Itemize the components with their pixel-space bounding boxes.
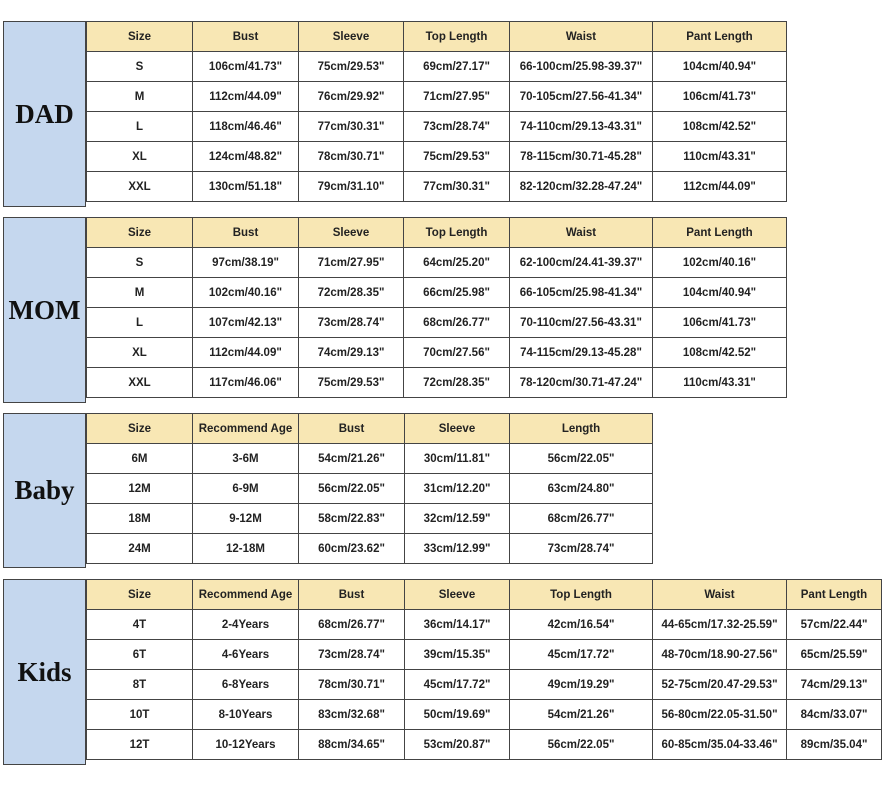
kids-table-cell: 68cm/26.77" (299, 610, 405, 640)
kids-table-cell: 88cm/34.65" (299, 730, 405, 760)
mom-header-cell: Pant Length (653, 218, 787, 248)
mom-table-cell: 75cm/29.53" (299, 368, 404, 398)
dad-table-cell: 106cm/41.73" (653, 82, 787, 112)
mom-table-cell: 74cm/29.13" (299, 338, 404, 368)
baby-table-cell: 60cm/23.62" (299, 534, 405, 564)
kids-table-row (87, 730, 882, 760)
dad-table-cell: 77cm/30.31" (299, 112, 404, 142)
dad-table-cell: L (87, 112, 193, 142)
dad-table-cell: 108cm/42.52" (653, 112, 787, 142)
dad-table-cell: M (87, 82, 193, 112)
kids-table-cell: 49cm/19.29" (510, 670, 653, 700)
mom-section (3, 217, 786, 403)
mom-table-cell: 102cm/40.16" (193, 278, 299, 308)
mom-table-row (87, 248, 787, 278)
kids-table-cell: 10-12Years (193, 730, 299, 760)
mom-header-cell: Waist (510, 218, 653, 248)
baby-table-row (87, 504, 653, 534)
kids-header-cell: Size (87, 580, 193, 610)
baby-label: Baby (3, 413, 86, 568)
baby-header-cell: Size (87, 414, 193, 444)
kids-table-row (87, 700, 882, 730)
baby-table-cell: 24M (87, 534, 193, 564)
dad-header-cell: Bust (193, 22, 299, 52)
kids-table-row (87, 610, 882, 640)
mom-table-cell: 68cm/26.77" (404, 308, 510, 338)
kids-table-cell: 57cm/22.44" (787, 610, 882, 640)
mom-table-cell: 70-110cm/27.56-43.31" (510, 308, 653, 338)
kids-table-cell: 8-10Years (193, 700, 299, 730)
mom-table-cell: 110cm/43.31" (653, 368, 787, 398)
kids-table-cell: 52-75cm/20.47-29.53" (653, 670, 787, 700)
kids-table-cell: 6T (87, 640, 193, 670)
dad-table-cell: 112cm/44.09" (193, 82, 299, 112)
dad-table-cell: 75cm/29.53" (404, 142, 510, 172)
mom-table-cell: 97cm/38.19" (193, 248, 299, 278)
baby-header-cell: Length (510, 414, 653, 444)
dad-table-cell: 74-110cm/29.13-43.31" (510, 112, 653, 142)
kids-table-cell: 83cm/32.68" (299, 700, 405, 730)
mom-table-cell: 72cm/28.35" (299, 278, 404, 308)
dad-table-row (87, 142, 787, 172)
dad-table-cell: 106cm/41.73" (193, 52, 299, 82)
dad-table-cell: 70-105cm/27.56-41.34" (510, 82, 653, 112)
baby-table-cell: 30cm/11.81" (405, 444, 510, 474)
mom-table-cell: XXL (87, 368, 193, 398)
baby-table-cell: 3-6M (193, 444, 299, 474)
mom-table-cell: 112cm/44.09" (193, 338, 299, 368)
kids-table-cell: 8T (87, 670, 193, 700)
dad-table-cell: 71cm/27.95" (404, 82, 510, 112)
dad-table-cell: 78-115cm/30.71-45.28" (510, 142, 653, 172)
baby-table-cell: 33cm/12.99" (405, 534, 510, 564)
baby-table-cell: 18M (87, 504, 193, 534)
kids-table-cell: 4-6Years (193, 640, 299, 670)
kids-label: Kids (3, 579, 86, 765)
dad-header-cell: Top Length (404, 22, 510, 52)
mom-table-cell: 78-120cm/30.71-47.24" (510, 368, 653, 398)
kids-table-cell: 45cm/17.72" (510, 640, 653, 670)
mom-table-cell: 73cm/28.74" (299, 308, 404, 338)
kids-size-table (86, 579, 882, 760)
mom-table-cell: 70cm/27.56" (404, 338, 510, 368)
baby-table-cell: 32cm/12.59" (405, 504, 510, 534)
baby-section (3, 413, 652, 568)
mom-label: MOM (3, 217, 86, 403)
dad-table-cell: 110cm/43.31" (653, 142, 787, 172)
dad-table-row (87, 52, 787, 82)
baby-table-cell: 54cm/21.26" (299, 444, 405, 474)
kids-table-cell: 89cm/35.04" (787, 730, 882, 760)
dad-table-cell: 75cm/29.53" (299, 52, 404, 82)
mom-table-cell: M (87, 278, 193, 308)
dad-header-cell: Pant Length (653, 22, 787, 52)
dad-table-cell: 130cm/51.18" (193, 172, 299, 202)
mom-table-row (87, 338, 787, 368)
kids-table-cell: 53cm/20.87" (405, 730, 510, 760)
kids-table-cell: 73cm/28.74" (299, 640, 405, 670)
mom-table-cell: 64cm/25.20" (404, 248, 510, 278)
kids-table-cell: 44-65cm/17.32-25.59" (653, 610, 787, 640)
mom-header-cell: Bust (193, 218, 299, 248)
kids-table-cell: 6-8Years (193, 670, 299, 700)
dad-header-cell: Waist (510, 22, 653, 52)
baby-table-row (87, 474, 653, 504)
baby-table-cell: 6-9M (193, 474, 299, 504)
baby-table-cell: 12-18M (193, 534, 299, 564)
dad-table-row (87, 112, 787, 142)
kids-table-cell: 78cm/30.71" (299, 670, 405, 700)
dad-section (3, 21, 786, 207)
mom-table-cell: 106cm/41.73" (653, 308, 787, 338)
dad-table-cell: XL (87, 142, 193, 172)
dad-table-cell: 112cm/44.09" (653, 172, 787, 202)
baby-table-cell: 6M (87, 444, 193, 474)
kids-table-cell: 56cm/22.05" (510, 730, 653, 760)
baby-header-cell: Bust (299, 414, 405, 444)
dad-table-cell: 73cm/28.74" (404, 112, 510, 142)
dad-header-cell: Size (87, 22, 193, 52)
mom-table-cell: 66-105cm/25.98-41.34" (510, 278, 653, 308)
baby-table-cell: 9-12M (193, 504, 299, 534)
kids-table-row (87, 640, 882, 670)
baby-table-cell: 58cm/22.83" (299, 504, 405, 534)
baby-table-cell: 56cm/22.05" (510, 444, 653, 474)
dad-table-cell: 124cm/48.82" (193, 142, 299, 172)
mom-table-cell: 102cm/40.16" (653, 248, 787, 278)
kids-table-cell: 36cm/14.17" (405, 610, 510, 640)
baby-table-cell: 73cm/28.74" (510, 534, 653, 564)
baby-table-cell: 31cm/12.20" (405, 474, 510, 504)
dad-table-cell: 77cm/30.31" (404, 172, 510, 202)
baby-size-table (86, 413, 653, 564)
mom-table-row (87, 308, 787, 338)
mom-table-row (87, 368, 787, 398)
mom-table-cell: 108cm/42.52" (653, 338, 787, 368)
kids-table-cell: 48-70cm/18.90-27.56" (653, 640, 787, 670)
baby-table-row (87, 444, 653, 474)
dad-table-cell: 104cm/40.94" (653, 52, 787, 82)
kids-section (3, 579, 881, 765)
kids-table-cell: 42cm/16.54" (510, 610, 653, 640)
kids-header-cell: Waist (653, 580, 787, 610)
mom-table-cell: 71cm/27.95" (299, 248, 404, 278)
dad-table-cell: 78cm/30.71" (299, 142, 404, 172)
kids-table-cell: 56-80cm/22.05-31.50" (653, 700, 787, 730)
dad-table-cell: S (87, 52, 193, 82)
kids-table-cell: 84cm/33.07" (787, 700, 882, 730)
dad-header-row (87, 22, 787, 52)
kids-header-row (87, 580, 882, 610)
dad-table-cell: 69cm/27.17" (404, 52, 510, 82)
dad-table-cell: 66-100cm/25.98-39.37" (510, 52, 653, 82)
baby-table-cell: 56cm/22.05" (299, 474, 405, 504)
baby-header-cell: Recommend Age (193, 414, 299, 444)
baby-table-cell: 12M (87, 474, 193, 504)
baby-table-cell: 68cm/26.77" (510, 504, 653, 534)
mom-table-cell: 117cm/46.06" (193, 368, 299, 398)
baby-header-cell: Sleeve (405, 414, 510, 444)
mom-header-cell: Sleeve (299, 218, 404, 248)
mom-table-cell: 62-100cm/24.41-39.37" (510, 248, 653, 278)
dad-table-cell: 76cm/29.92" (299, 82, 404, 112)
kids-table-cell: 74cm/29.13" (787, 670, 882, 700)
mom-table-cell: S (87, 248, 193, 278)
dad-table-row (87, 82, 787, 112)
dad-table-cell: 82-120cm/32.28-47.24" (510, 172, 653, 202)
kids-table-cell: 10T (87, 700, 193, 730)
mom-table-cell: 72cm/28.35" (404, 368, 510, 398)
mom-table-cell: 66cm/25.98" (404, 278, 510, 308)
dad-size-table (86, 21, 787, 202)
mom-table-cell: XL (87, 338, 193, 368)
dad-table-row (87, 172, 787, 202)
baby-table-cell: 63cm/24.80" (510, 474, 653, 504)
kids-table-cell: 2-4Years (193, 610, 299, 640)
kids-header-cell: Pant Length (787, 580, 882, 610)
mom-header-cell: Top Length (404, 218, 510, 248)
mom-table-row (87, 278, 787, 308)
kids-table-cell: 39cm/15.35" (405, 640, 510, 670)
mom-table-cell: 104cm/40.94" (653, 278, 787, 308)
kids-table-cell: 50cm/19.69" (405, 700, 510, 730)
mom-table-cell: 107cm/42.13" (193, 308, 299, 338)
kids-table-cell: 60-85cm/35.04-33.46" (653, 730, 787, 760)
kids-header-cell: Top Length (510, 580, 653, 610)
dad-header-cell: Sleeve (299, 22, 404, 52)
kids-table-cell: 45cm/17.72" (405, 670, 510, 700)
kids-header-cell: Recommend Age (193, 580, 299, 610)
mom-header-row (87, 218, 787, 248)
kids-table-cell: 4T (87, 610, 193, 640)
dad-table-cell: 118cm/46.46" (193, 112, 299, 142)
dad-table-cell: 79cm/31.10" (299, 172, 404, 202)
mom-header-cell: Size (87, 218, 193, 248)
kids-table-row (87, 670, 882, 700)
kids-table-cell: 65cm/25.59" (787, 640, 882, 670)
kids-table-cell: 12T (87, 730, 193, 760)
baby-table-row (87, 534, 653, 564)
mom-size-table (86, 217, 787, 398)
baby-header-row (87, 414, 653, 444)
dad-table-cell: XXL (87, 172, 193, 202)
dad-label: DAD (3, 21, 86, 207)
kids-header-cell: Bust (299, 580, 405, 610)
kids-header-cell: Sleeve (405, 580, 510, 610)
mom-table-cell: 74-115cm/29.13-45.28" (510, 338, 653, 368)
mom-table-cell: L (87, 308, 193, 338)
kids-table-cell: 54cm/21.26" (510, 700, 653, 730)
